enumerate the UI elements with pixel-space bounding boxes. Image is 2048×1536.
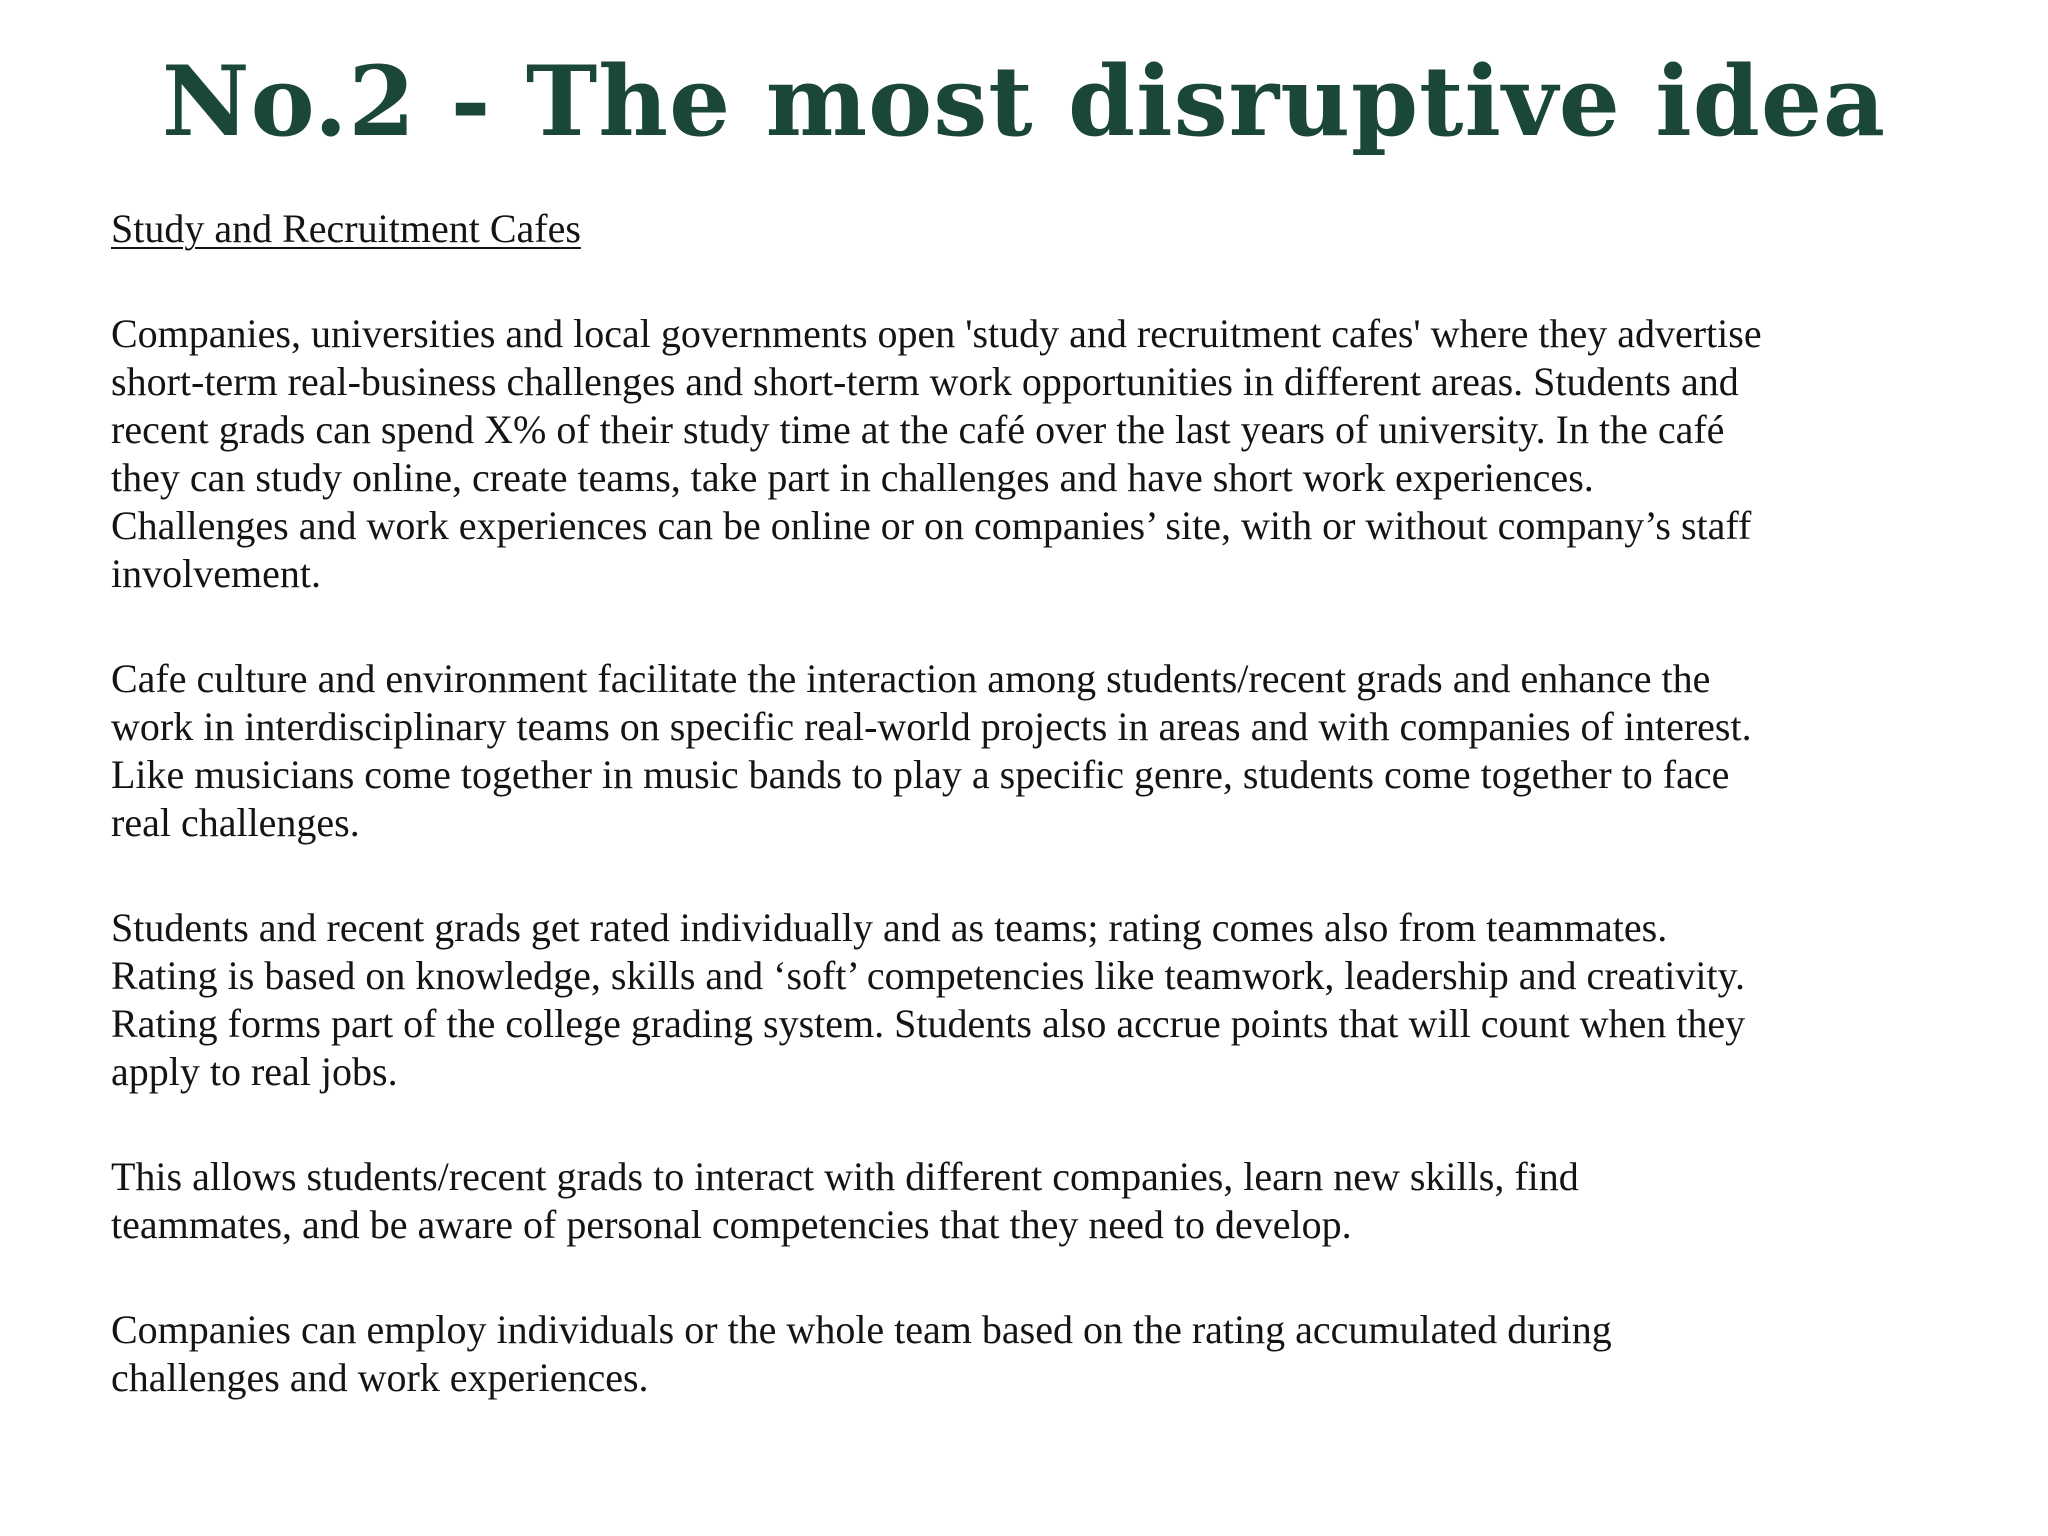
paragraph-line: real challenges. [111, 800, 360, 845]
paragraph-line: Students and recent grads get rated individually and as teams; rating comes also from teammates. [111, 905, 1668, 950]
paragraph-line: Rating is based on knowledge, skills and ‘soft’ competencies like teamwork, leadership and creativity. [111, 953, 1745, 998]
paragraph-line: teammates, and be aware of personal competencies that they need to develop. [111, 1202, 1352, 1247]
paragraph-line: Rating forms part of the college grading system. Students also accrue points that will count when they [111, 1001, 1746, 1046]
paragraph-line: This allows students/recent grads to interact with different companies, learn new skills, find [111, 1154, 1579, 1199]
paragraph-line: Like musicians come together in music bands to play a specific genre, students come together to face [111, 752, 1730, 797]
slide-content [111, 205, 1991, 1459]
slide-title: No.2 - The most disruptive idea [161, 45, 1887, 158]
paragraph-line: Challenges and work experiences can be online or on companies’ site, with or without company’s staff [111, 503, 1752, 548]
paragraph-line: they can study online, create teams, take part in challenges and have short work experiences. [111, 455, 1594, 500]
paragraph-2 [111, 655, 1991, 847]
paragraph-line: apply to real jobs. [111, 1049, 398, 1094]
paragraph-4 [111, 1153, 1991, 1249]
paragraph-3 [111, 904, 1991, 1096]
paragraph-line: challenges and work experiences. [111, 1355, 649, 1400]
paragraph-line: Companies can employ individuals or the whole team based on the rating accumulated during [111, 1307, 1612, 1352]
paragraph-1 [111, 310, 1991, 598]
paragraph-line: involvement. [111, 551, 321, 596]
paragraph-line: Companies, universities and local governments open 'study and recruitment cafes' where they advertise [111, 311, 1762, 356]
paragraph-line: Cafe culture and environment facilitate the interaction among students/recent grads and enhance the [111, 656, 1711, 701]
paragraph-line: short-term real-business challenges and short-term work opportunities in different areas. Students and [111, 359, 1739, 404]
paragraph-5 [111, 1306, 1991, 1402]
slide-subtitle: Study and Recruitment Cafes [111, 206, 581, 251]
paragraph-line: recent grads can spend X% of their study time at the café over the last years of university. In the café [111, 407, 1725, 452]
paragraph-line: work in interdisciplinary teams on specific real-world projects in areas and with companies of interest. [111, 704, 1752, 749]
